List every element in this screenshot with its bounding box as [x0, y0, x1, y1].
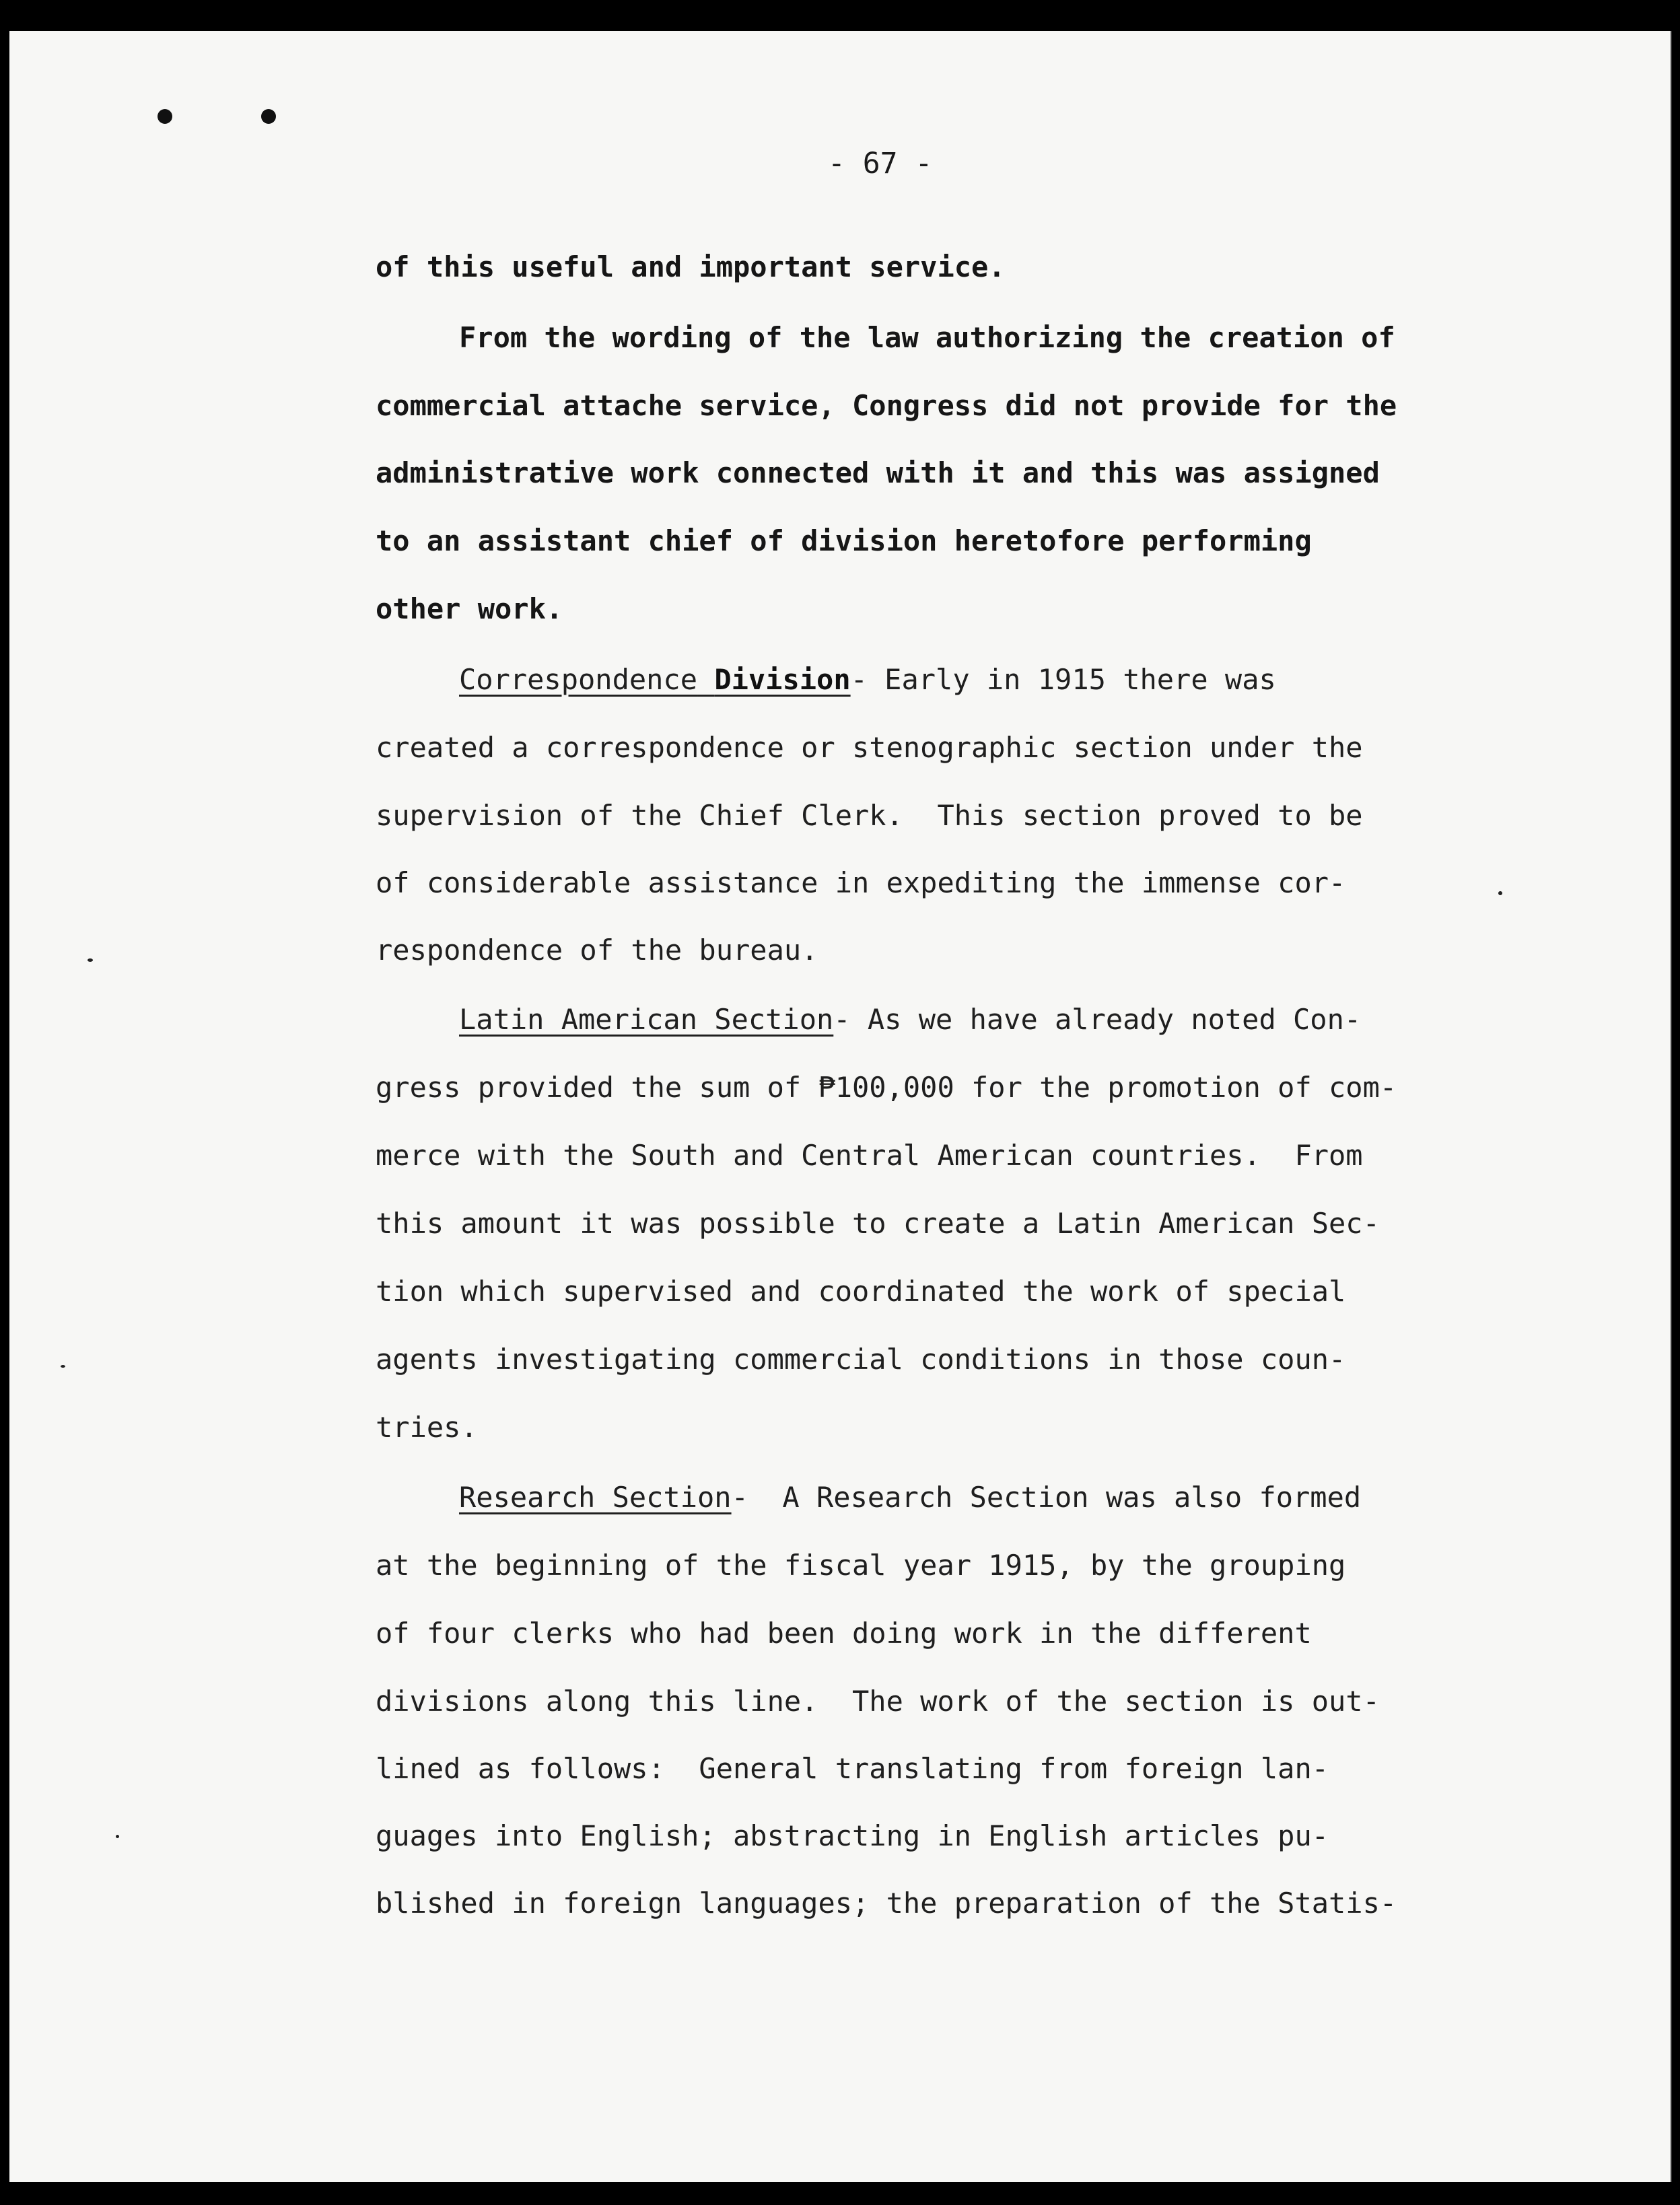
text-line: other work. [376, 592, 563, 625]
text-line: created a correspondence or stenographic section under the [376, 731, 1363, 764]
scan-speck [1498, 891, 1502, 895]
text-line: supervision of the Chief Clerk. This section proved to be [376, 799, 1363, 832]
punch-hole-right [261, 109, 276, 124]
text-line: of considerable assistance in expediting the immense cor- [376, 866, 1346, 899]
text-line: Research Section- A Research Section was also formed [459, 1481, 1362, 1514]
text-line: From the wording of the law authorizing the creation of [459, 321, 1395, 354]
text-line: administrative work connected with it and this was assigned [376, 456, 1380, 489]
text-line: Correspondence Division- Early in 1915 there was [459, 663, 1276, 696]
page-number: - 67 - [828, 147, 933, 180]
section-heading-latin-american: Latin American Section [459, 1003, 834, 1036]
overstruck-word: Division [714, 663, 851, 696]
section-heading-research: Research Section [459, 1481, 732, 1514]
text-line: this amount it was possible to create a Latin American Sec- [376, 1207, 1380, 1240]
scan-speck [61, 1365, 65, 1368]
text-line: tion which supervised and coordinated the work of special [376, 1275, 1346, 1308]
text-line: commercial attache service, Congress did not provide for the [376, 389, 1397, 422]
text-line: to an assistant chief of division heretofore performing [376, 524, 1312, 557]
punch-hole-left [158, 109, 172, 124]
text-line: guages into English; abstracting in English articles pu- [376, 1819, 1329, 1852]
text-line: of four clerks who had been doing work in the different [376, 1617, 1312, 1650]
scan-speck [88, 958, 93, 962]
section-heading-correspondence: Correspondence Division [459, 663, 851, 696]
text-line: Latin American Section- As we have already noted Con- [459, 1003, 1362, 1036]
text-line: tries. [376, 1411, 478, 1444]
text-line: merce with the South and Central American countries. From [376, 1139, 1363, 1172]
text-line: lined as follows: General translating from foreign lan- [376, 1752, 1329, 1785]
scan-speck [116, 1835, 119, 1838]
text-line: divisions along this line. The work of the section is out- [376, 1685, 1380, 1718]
text-line: respondence of the bureau. [376, 934, 818, 967]
text-line: blished in foreign languages; the preparation of the Statis- [376, 1887, 1397, 1920]
text-line: of this useful and important service. [376, 250, 1006, 283]
text-line: at the beginning of the fiscal year 1915, by the grouping [376, 1549, 1346, 1582]
text-line: gress provided the sum of ₱100,000 for the promotion of com- [376, 1071, 1397, 1104]
text-line: agents investigating commercial conditions in those coun- [376, 1343, 1346, 1376]
